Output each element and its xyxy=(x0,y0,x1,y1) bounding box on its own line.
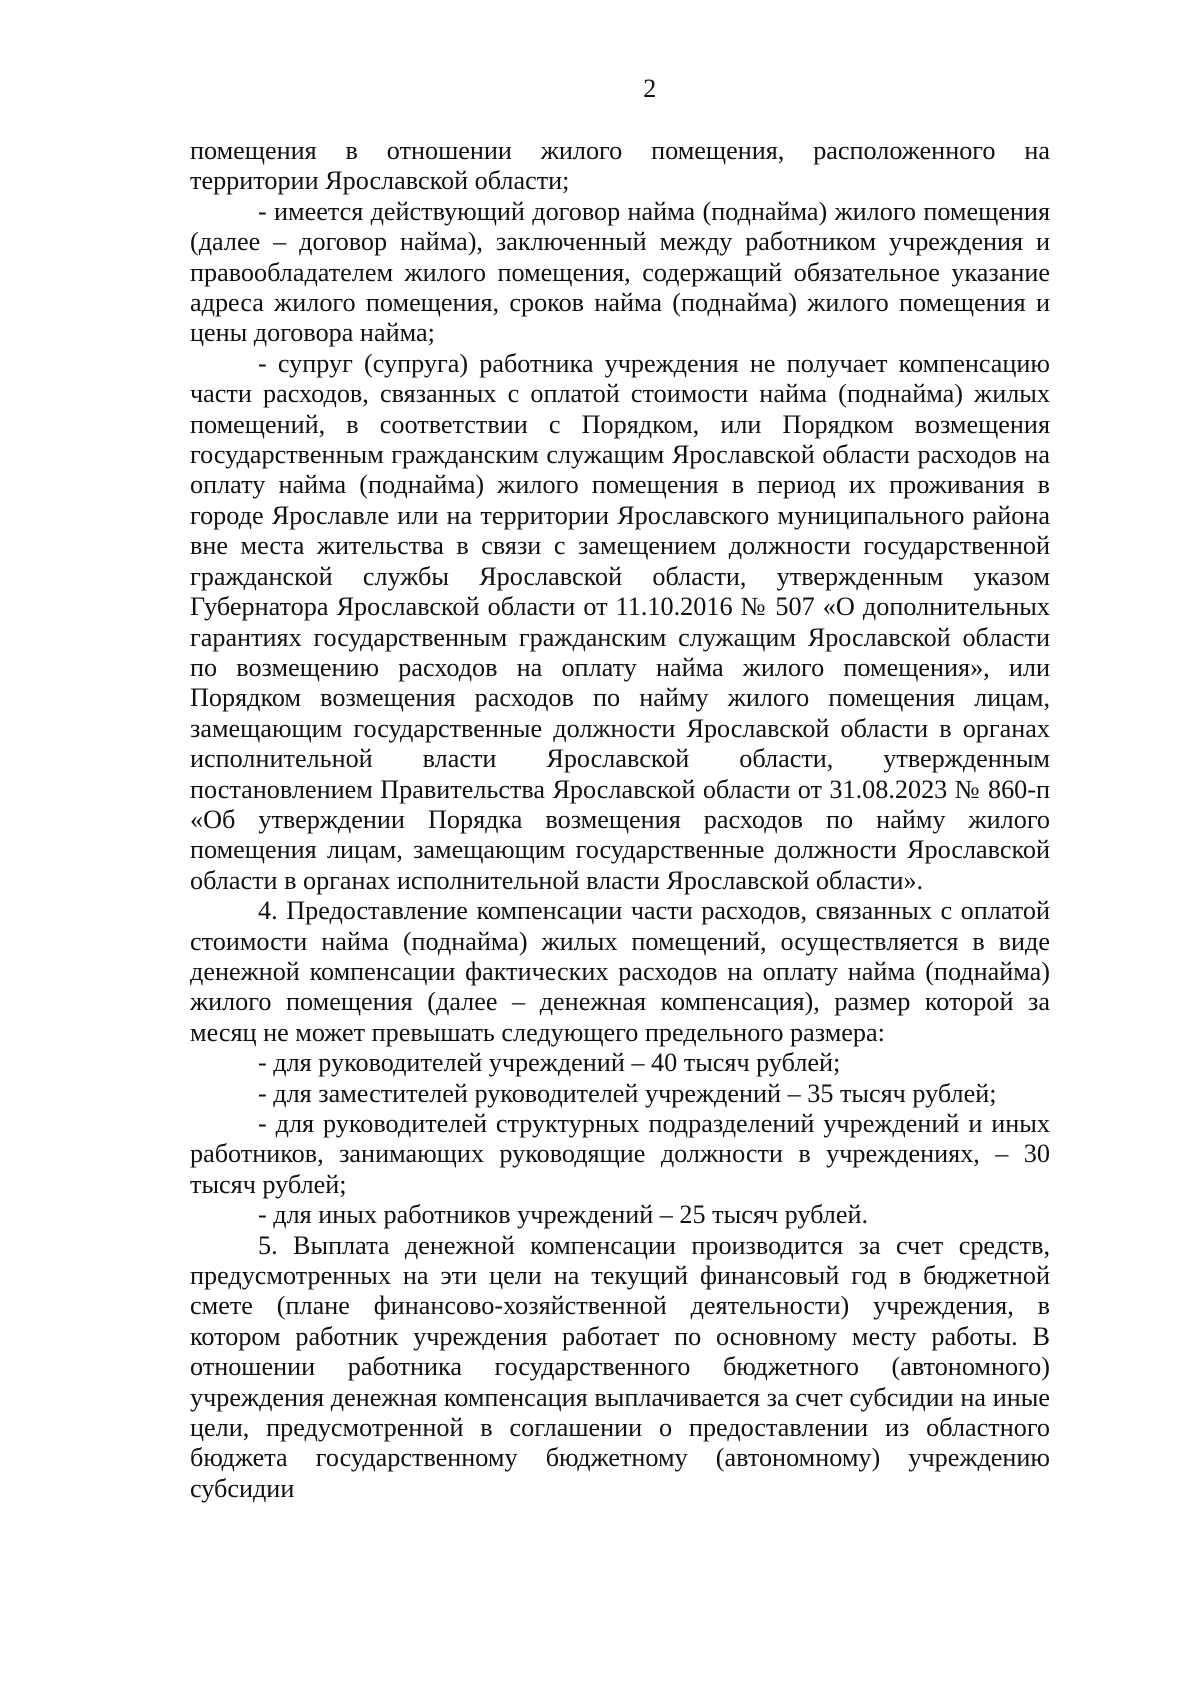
paragraph-item-4: 4. Предоставление компенсации части расходов, связанных с оплатой стоимости найма (поднайма) жилых помещений, осуществляется в виде денежной компенсации фактических расходов на оплату найма (поднайма) жилого помещения (далее – денежная компенсация), размер которой за месяц не может превышать следующего предельного размера: xyxy=(190,896,1050,1047)
list-item-department-heads: - для руководителей структурных подразделений учреждений и иных работников, занимающих руководящие должности в учреждениях, – 30 тысяч рублей; xyxy=(190,1109,1050,1199)
list-item-other-employees: - для иных работников учреждений – 25 тысяч рублей. xyxy=(258,1200,869,1230)
list-item-deputies: - для заместителей руководителей учреждений – 35 тысяч рублей; xyxy=(258,1078,997,1108)
document-body xyxy=(190,136,1050,1504)
paragraph-item-5: 5. Выплата денежной компенсации производится за счет средств, предусмотренных на эти цели на текущий финансовый год в бюджетной смете (плане финансово-хозяйственной деятельности) учреждения, в котором работник учреждения работает по основному месту работы. В отношении работника государственного бюджетного (автономного) учреждения денежная компенсация выплачивается за счет субсидии на иные цели, предусмотренной в соглашении о предоставлении из областного бюджета государственному бюджетному (автономному) учреждению субсидии xyxy=(190,1230,1050,1503)
paragraph-continuation: помещения в отношении жилого помещения, расположенного на территории Ярославской области; xyxy=(190,136,1050,196)
paragraph-lease-contract: - имеется действующий договор найма (поднайма) жилого помещения (далее – договор найма), заключенный между работником учреждения и правообладателем жилого помещения, содержащий обязательное указание адреса жилого помещения, сроков найма (поднайма) жилого помещения и цены договора найма; xyxy=(190,196,1050,348)
page-number: 2 xyxy=(643,74,657,103)
list-item-heads: - для руководителей учреждений – 40 тысяч рублей; xyxy=(258,1048,841,1078)
paragraph-spouse-condition: - супруг (супруга) работника учреждения не получает компенсацию части расходов, связанных с оплатой стоимости найма (поднайма) жилых помещений, в соответствии с Порядком, или Порядком возмещения государственным гражданским служащим Ярославской области расходов на оплату найма (поднайма) жилого помещения в период их проживания в городе Ярославле или на территории Ярославского муниципального района вне места жительства в связи с замещением должности государственной гражданской службы Ярославской области, утвержденным указом Губернатора Ярославской области от 11.10.2016 № 507 «О дополнительных гарантиях государственным гражданским служащим Ярославской области по возмещению расходов на оплату найма жилого помещения», или Порядком возмещения расходов по найму жилого помещения лицам, замещающим государственные должности Ярославской области в органах исполнительной власти Ярославской области, утвержденным постановлением Правительства Ярославской области от 31.08.2023 № 860-п «Об утверждении Порядка возмещения расходов по найму жилого помещения лицам, замещающим государственные должности Ярославской области в органах исполнительной власти Ярославской области». xyxy=(190,348,1050,895)
